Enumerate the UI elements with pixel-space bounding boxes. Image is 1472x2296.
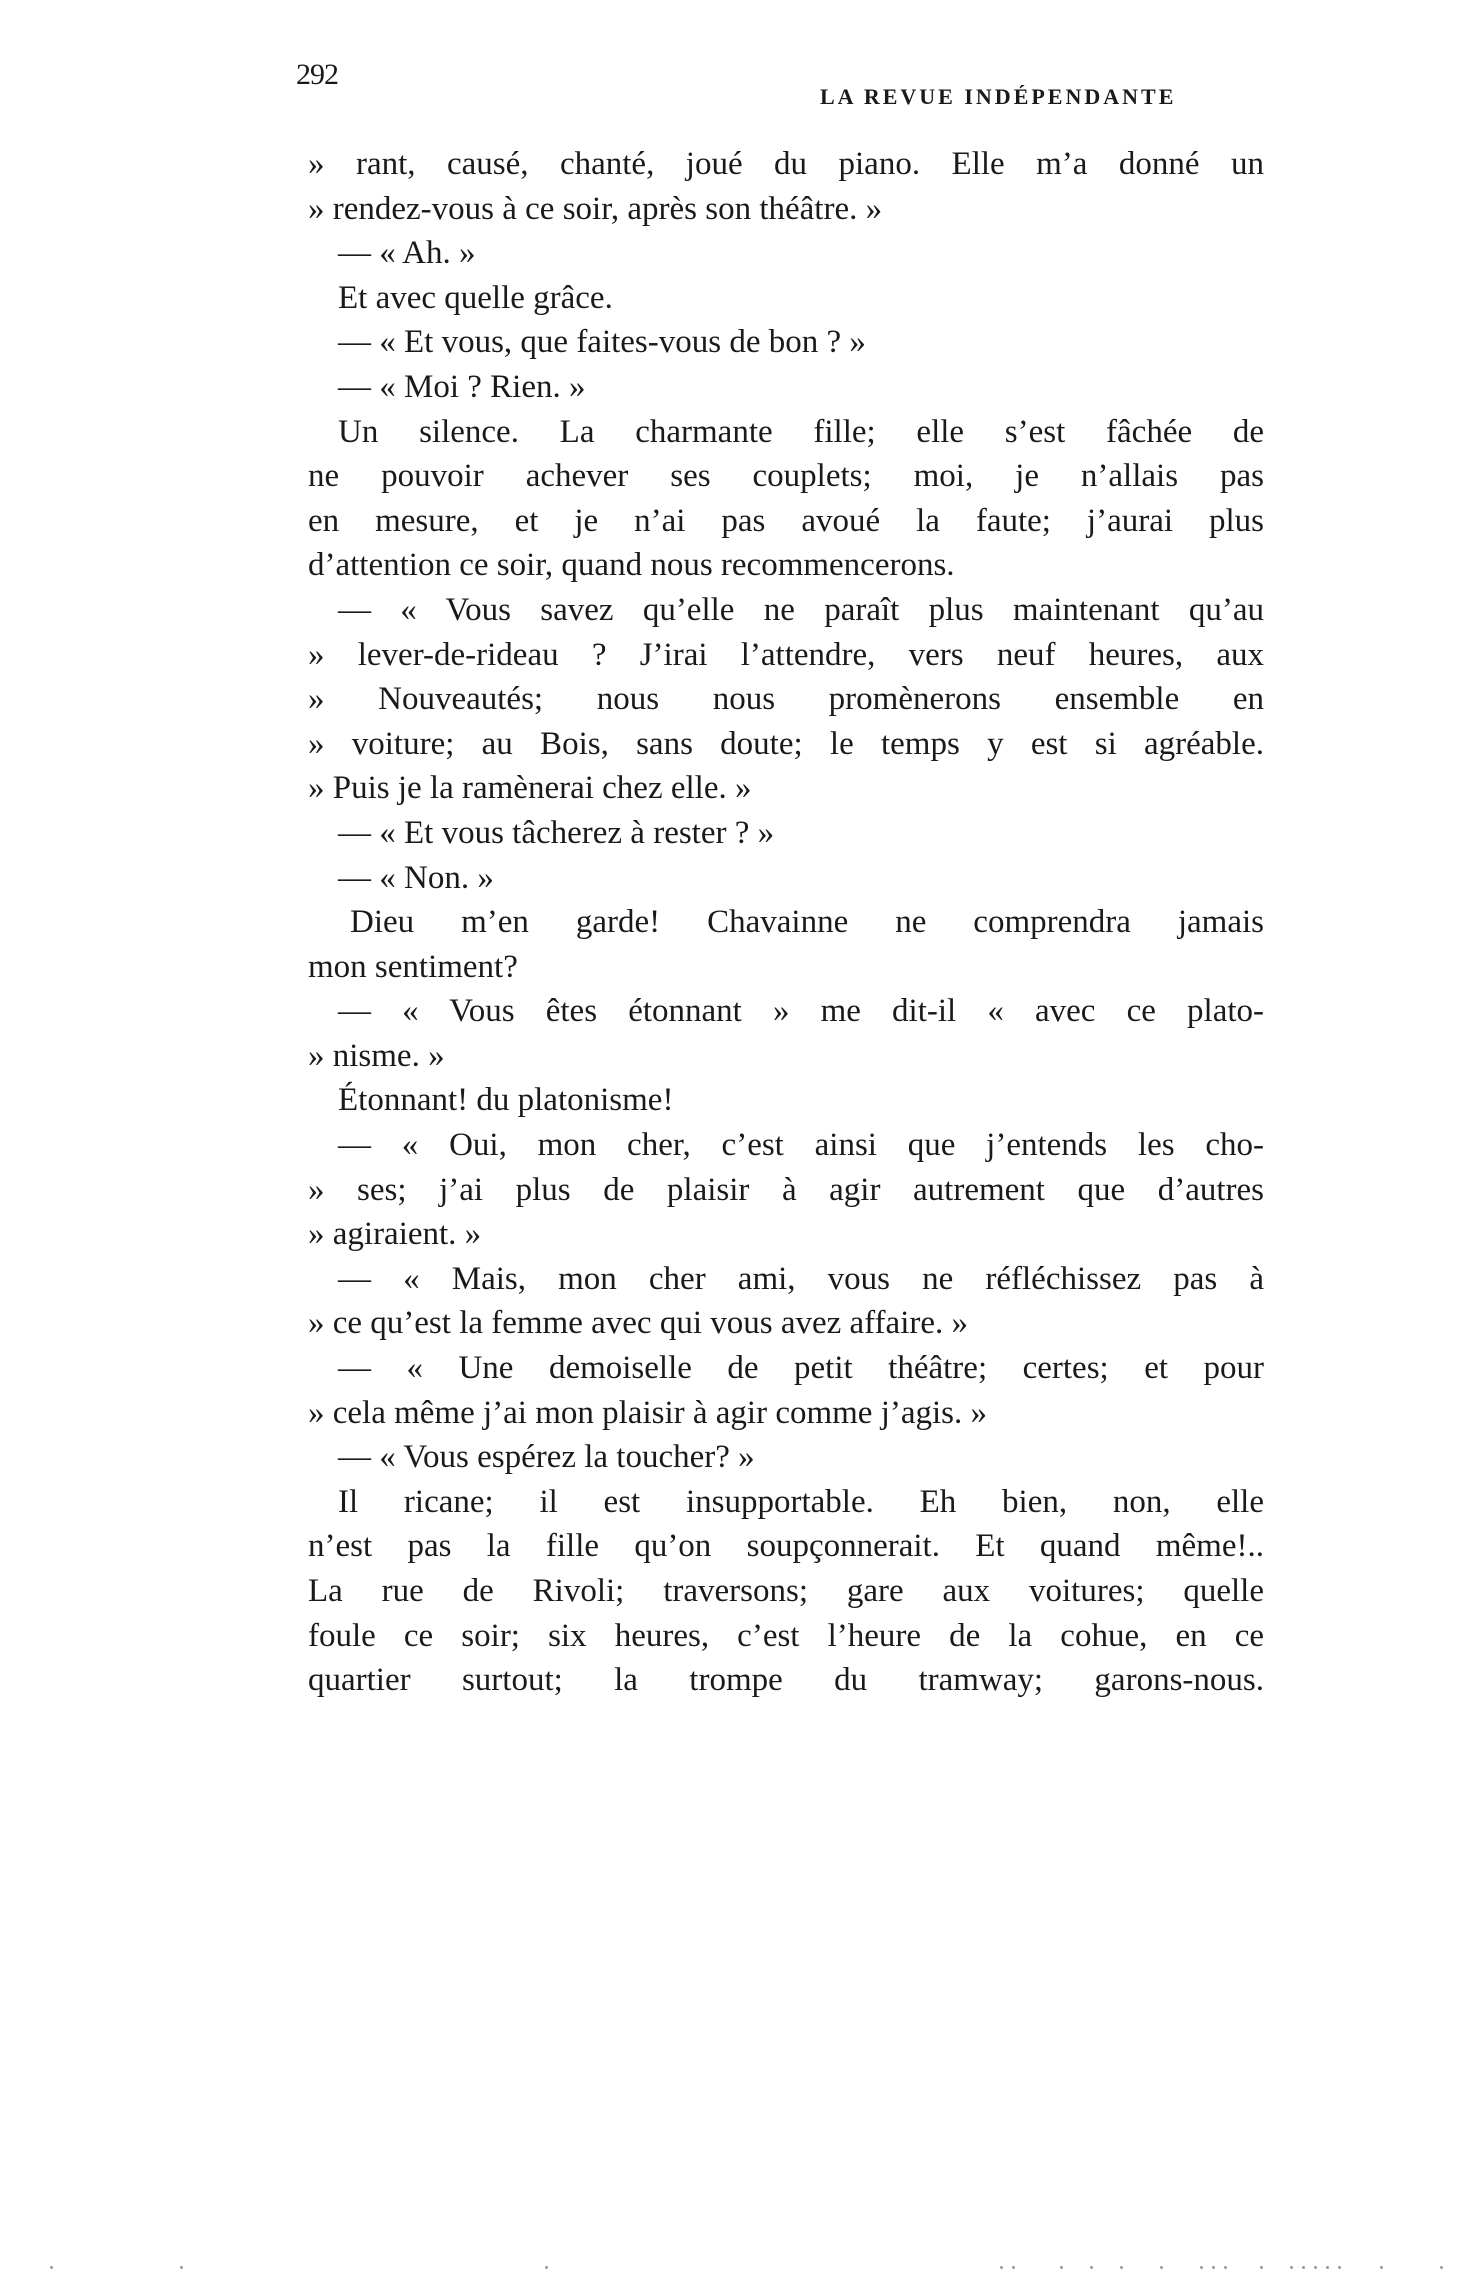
- text-line: — « Et vous tâcherez à rester ? »: [338, 814, 775, 851]
- text-line: » rendez-vous à ce soir, après son théâtre. »: [308, 190, 883, 227]
- text-line: — « Vous savez qu’elle ne paraît plus maintenant qu’au: [338, 591, 1264, 628]
- text-line: Étonnant! du platonisme!: [338, 1082, 674, 1119]
- text-line: — « Mais, mon cher ami, vous ne réfléchissez pas à: [338, 1260, 1264, 1297]
- text-line: n’est pas la fille qu’on soupçonnerait. Et quand même!..: [308, 1528, 1264, 1565]
- text-line: — « Moi ? Rien. »: [338, 368, 586, 405]
- text-line: Dieu m’en garde! Chavainne ne comprendra jamais: [350, 904, 1264, 941]
- text-line: — « Vous êtes étonnant » me dit-il « avec ce plato-: [338, 993, 1264, 1030]
- running-title: LA REVUE INDÉPENDANTE: [820, 84, 1177, 109]
- text-line: — « Oui, mon cher, c’est ainsi que j’entends les cho-: [338, 1127, 1264, 1164]
- text-line: » lever-de-rideau ? J’irai l’attendre, vers neuf heures, aux: [308, 636, 1264, 673]
- text-line: » cela même j’ai mon plaisir à agir comme j’agis. »: [308, 1394, 988, 1431]
- text-line: — « Ah. »: [338, 235, 476, 272]
- text-line: Et avec quelle grâce.: [338, 279, 613, 316]
- text-line: quartier surtout; la trompe du tramway; garons-nous.: [308, 1662, 1264, 1699]
- body-text: [308, 142, 1264, 1703]
- text-line: — « Non. »: [338, 859, 494, 896]
- scan-noise: [0, 2266, 1472, 2276]
- page-number: 292: [296, 58, 338, 91]
- text-line: » nisme. »: [308, 1037, 445, 1074]
- text-line: ne pouvoir achever ses couplets; moi, je n’allais pas: [308, 458, 1264, 495]
- text-line: — « Vous espérez la toucher? »: [338, 1439, 755, 1476]
- text-line: foule ce soir; six heures, c’est l’heure de la cohue, en ce: [308, 1617, 1264, 1654]
- text-line: » ses; j’ai plus de plaisir à agir autrement que d’autres: [308, 1171, 1264, 1208]
- text-line: » rant, causé, chanté, joué du piano. Elle m’a donné un: [308, 146, 1264, 182]
- text-line: » agiraient. »: [308, 1216, 482, 1253]
- text-line: mon sentiment?: [308, 948, 518, 985]
- text-line: Il ricane; il est insupportable. Eh bien, non, elle: [338, 1483, 1264, 1520]
- text-line: en mesure, et je n’ai pas avoué la faute; j’aurai plus: [308, 502, 1264, 539]
- text-line: » Nouveautés; nous nous promènerons ensemble en: [308, 681, 1264, 718]
- text-line: — « Et vous, que faites-vous de bon ? »: [338, 324, 866, 361]
- text-line: d’attention ce soir, quand nous recommencerons.: [308, 547, 955, 584]
- text-line: — « Une demoiselle de petit théâtre; certes; et pour: [338, 1350, 1264, 1387]
- text-line: Un silence. La charmante fille; elle s’est fâchée de: [338, 413, 1264, 450]
- text-line: La rue de Rivoli; traversons; gare aux voitures; quelle: [308, 1573, 1264, 1609]
- text-line: » Puis je la ramènerai chez elle. »: [308, 770, 752, 807]
- text-line: » voiture; au Bois, sans doute; le temps y est si agréable.: [308, 725, 1264, 762]
- text-line: » ce qu’est la femme avec qui vous avez affaire. »: [308, 1305, 968, 1342]
